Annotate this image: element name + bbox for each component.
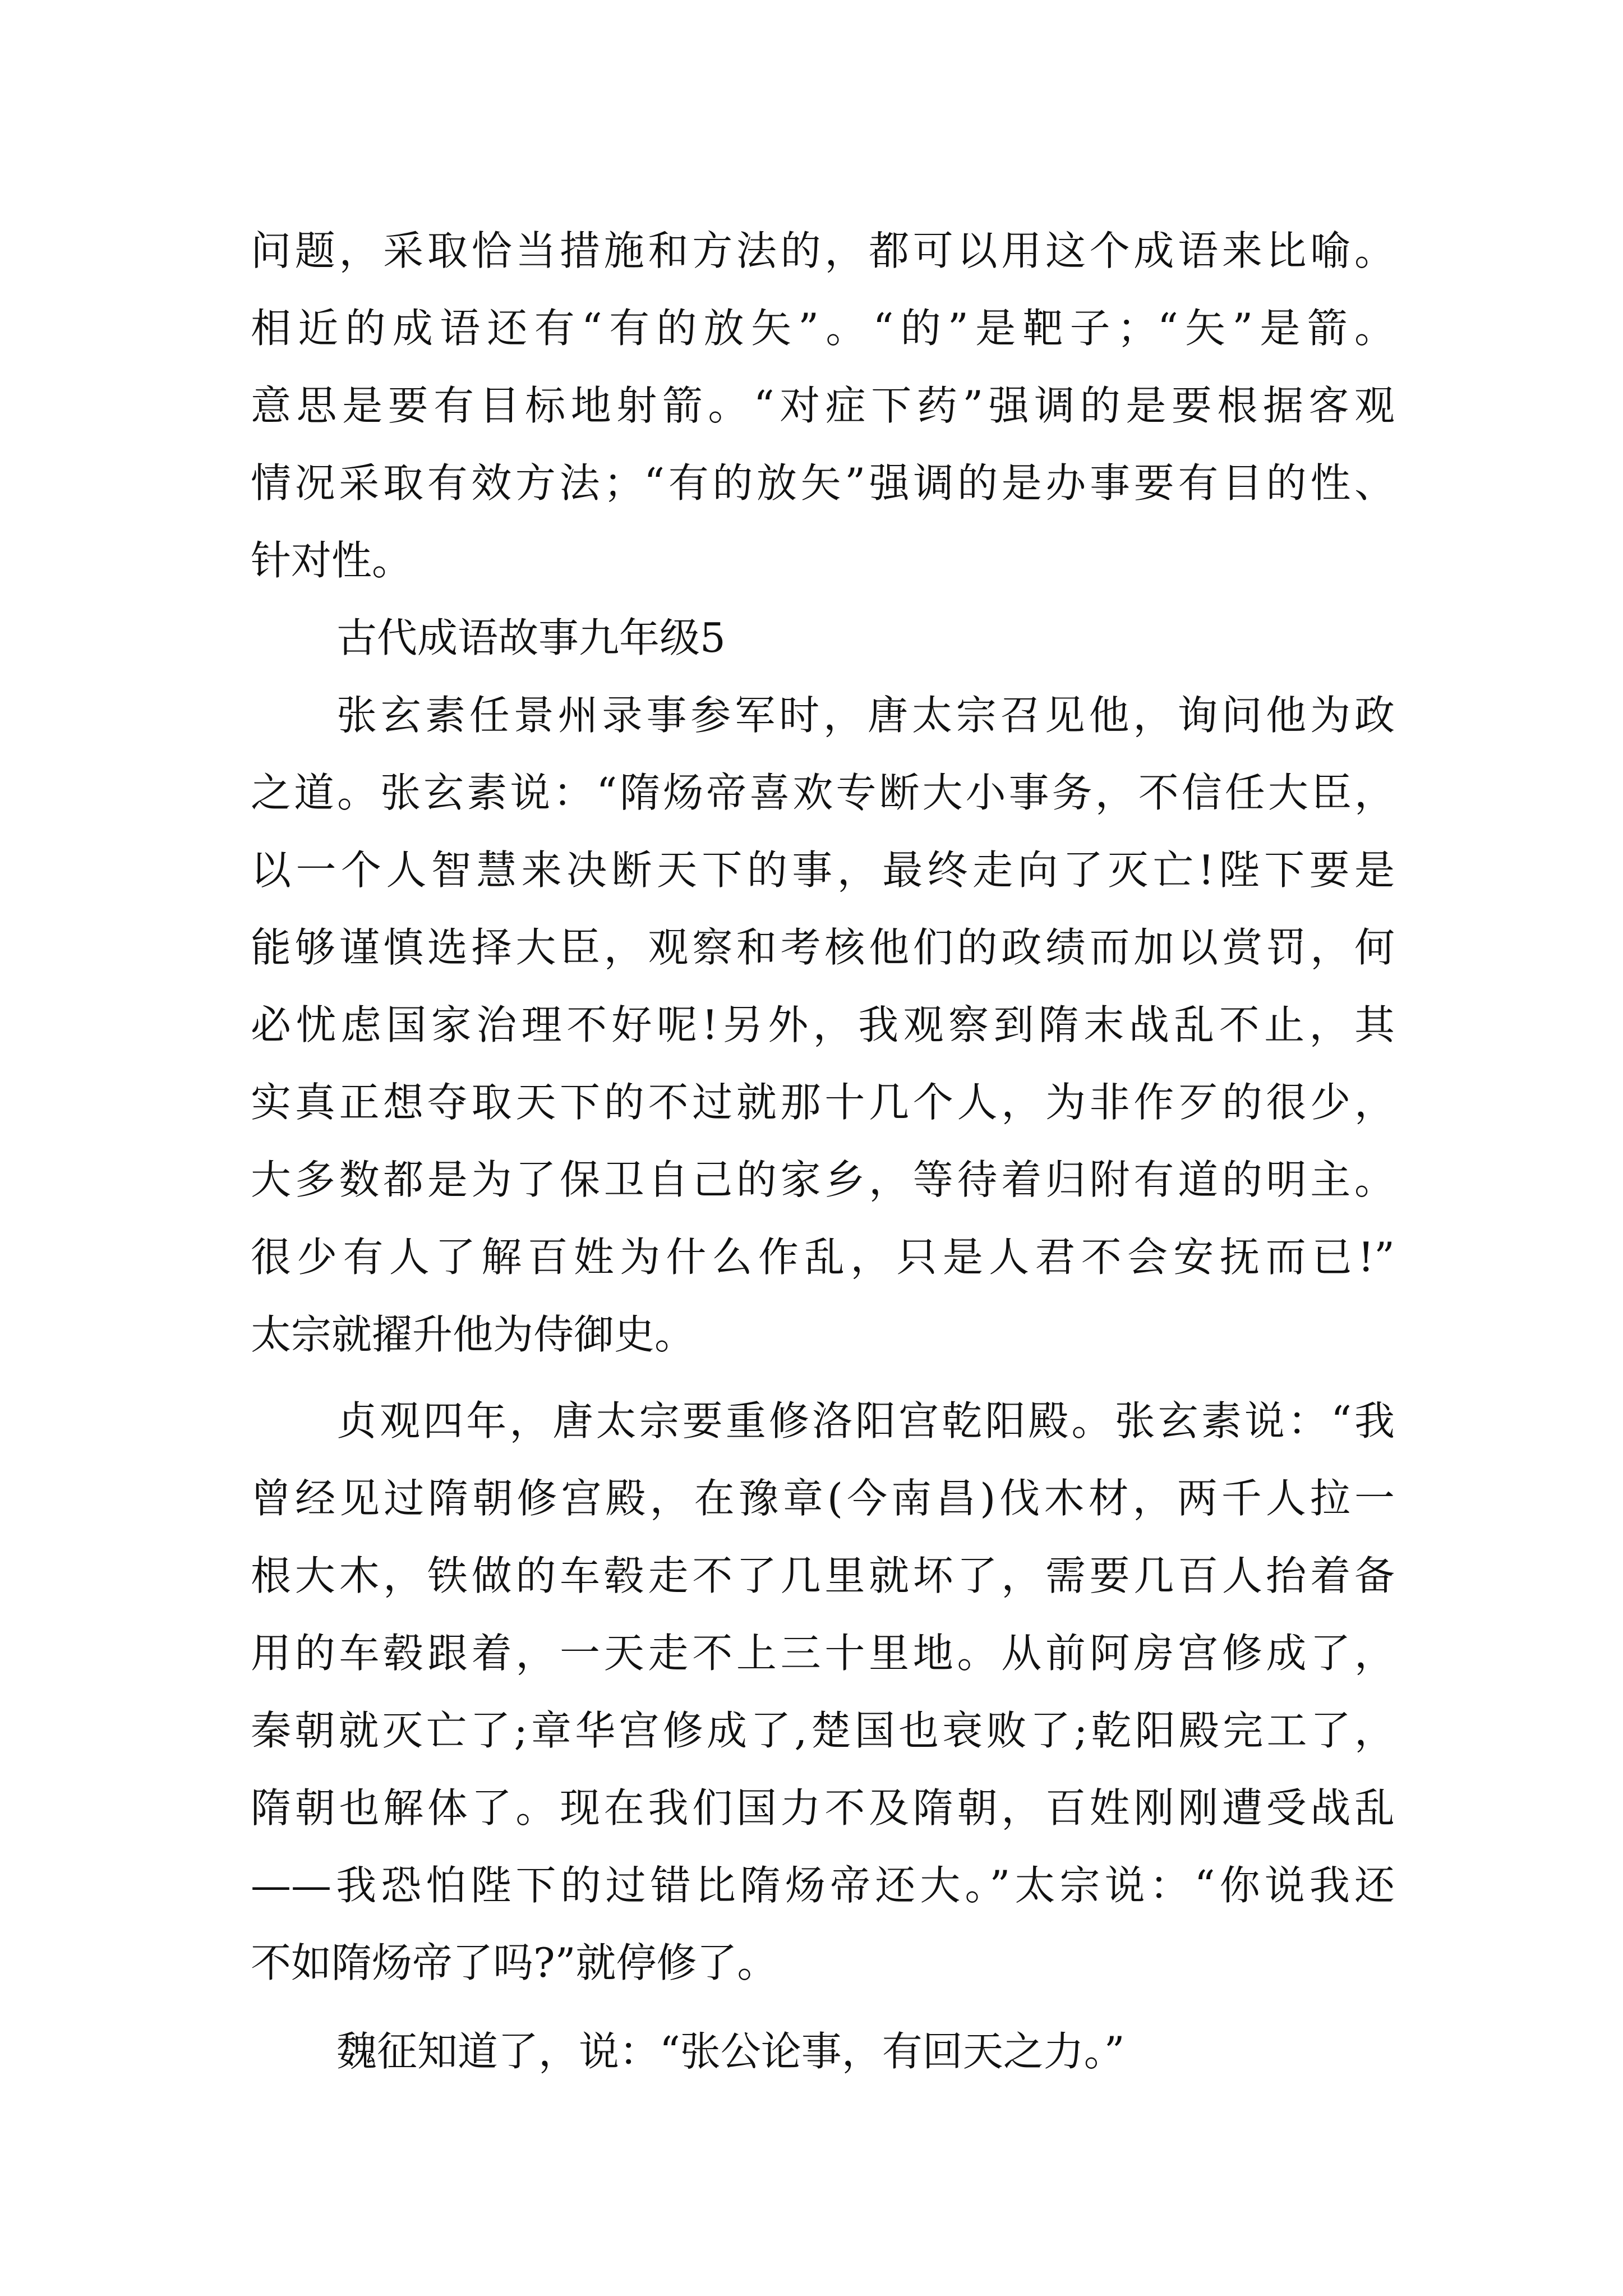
paragraph-line: 曾经见过隋朝修宫殿，在豫章(今南昌)伐木材，两千人拉一 bbox=[251, 1475, 1395, 1522]
paragraph-line: 相近的成语还有“有的放矢”。“的”是靶子；“矢”是箭。 bbox=[251, 305, 1395, 352]
paragraph bbox=[251, 2013, 1395, 2090]
paragraph-line: 情况采取有效方法；“有的放矢”强调的是办事要有目的性、 bbox=[251, 459, 1395, 507]
paragraph-line: 张玄素任景州录事参军时，唐太宗召见他，询问他为政 bbox=[336, 692, 1395, 739]
paragraph-line: 以一个人智慧来决断天下的事，最终走向了灭亡!陛下要是 bbox=[251, 846, 1395, 894]
paragraph-line: 必忧虑国家治理不好呢!另外，我观察到隋末战乱不止，其 bbox=[251, 1001, 1395, 1048]
paragraph-line: 问题，采取恰当措施和方法的，都可以用这个成语来比喻。 bbox=[251, 227, 1395, 274]
paragraph bbox=[251, 677, 1395, 1373]
paragraph-line: ——我恐怕陛下的过错比隋炀帝还大。”太宗说：“你说我还 bbox=[251, 1862, 1395, 1909]
paragraph-line: 秦朝就灭亡了;章华宫修成了,楚国也衰败了;乾阳殿完工了， bbox=[251, 1707, 1395, 1754]
paragraph-line: 意思是要有目标地射箭。“对症下药”强调的是要根据客观 bbox=[251, 382, 1395, 429]
document-body bbox=[251, 212, 1395, 2090]
paragraph-line: 大多数都是为了保卫自己的家乡，等待着归附有道的明主。 bbox=[251, 1156, 1395, 1203]
paragraph-line: 很少有人了解百姓为什么作乱，只是人君不会安抚而已!” bbox=[251, 1234, 1395, 1281]
paragraph-line: 贞观四年，唐太宗要重修洛阳宫乾阳殿。张玄素说：“我 bbox=[336, 1397, 1395, 1444]
paragraph-line: 魏征知道了，说：“张公论事，有回天之力。” bbox=[336, 2028, 1125, 2075]
paragraph bbox=[251, 1382, 1395, 2001]
paragraph-line: 根大木，铁做的车毂走不了几里就坏了，需要几百人抬着备 bbox=[251, 1552, 1395, 1599]
paragraph-line: 能够谨慎选择大臣，观察和考核他们的政绩而加以赏罚，何 bbox=[251, 924, 1395, 971]
section-heading: 古代成语故事九年级5 bbox=[336, 614, 726, 661]
paragraph-line: 用的车毂跟着，一天走不上三十里地。从前阿房宫修成了， bbox=[251, 1630, 1395, 1677]
paragraph bbox=[251, 212, 1395, 599]
paragraph-line: 隋朝也解体了。现在我们国力不及隋朝，百姓刚刚遭受战乱 bbox=[251, 1784, 1395, 1832]
paragraph-line: 太宗就擢升他为侍御史。 bbox=[251, 1311, 695, 1358]
paragraph-line: 实真正想夺取天下的不过就那十几个人，为非作歹的很少， bbox=[251, 1079, 1395, 1126]
paragraph-line: 不如隋炀帝了吗?”就停修了。 bbox=[251, 1939, 778, 1986]
paragraph-line: 针对性。 bbox=[251, 537, 413, 584]
paragraph-line: 之道。张玄素说：“隋炀帝喜欢专断大小事务，不信任大臣， bbox=[251, 769, 1395, 816]
